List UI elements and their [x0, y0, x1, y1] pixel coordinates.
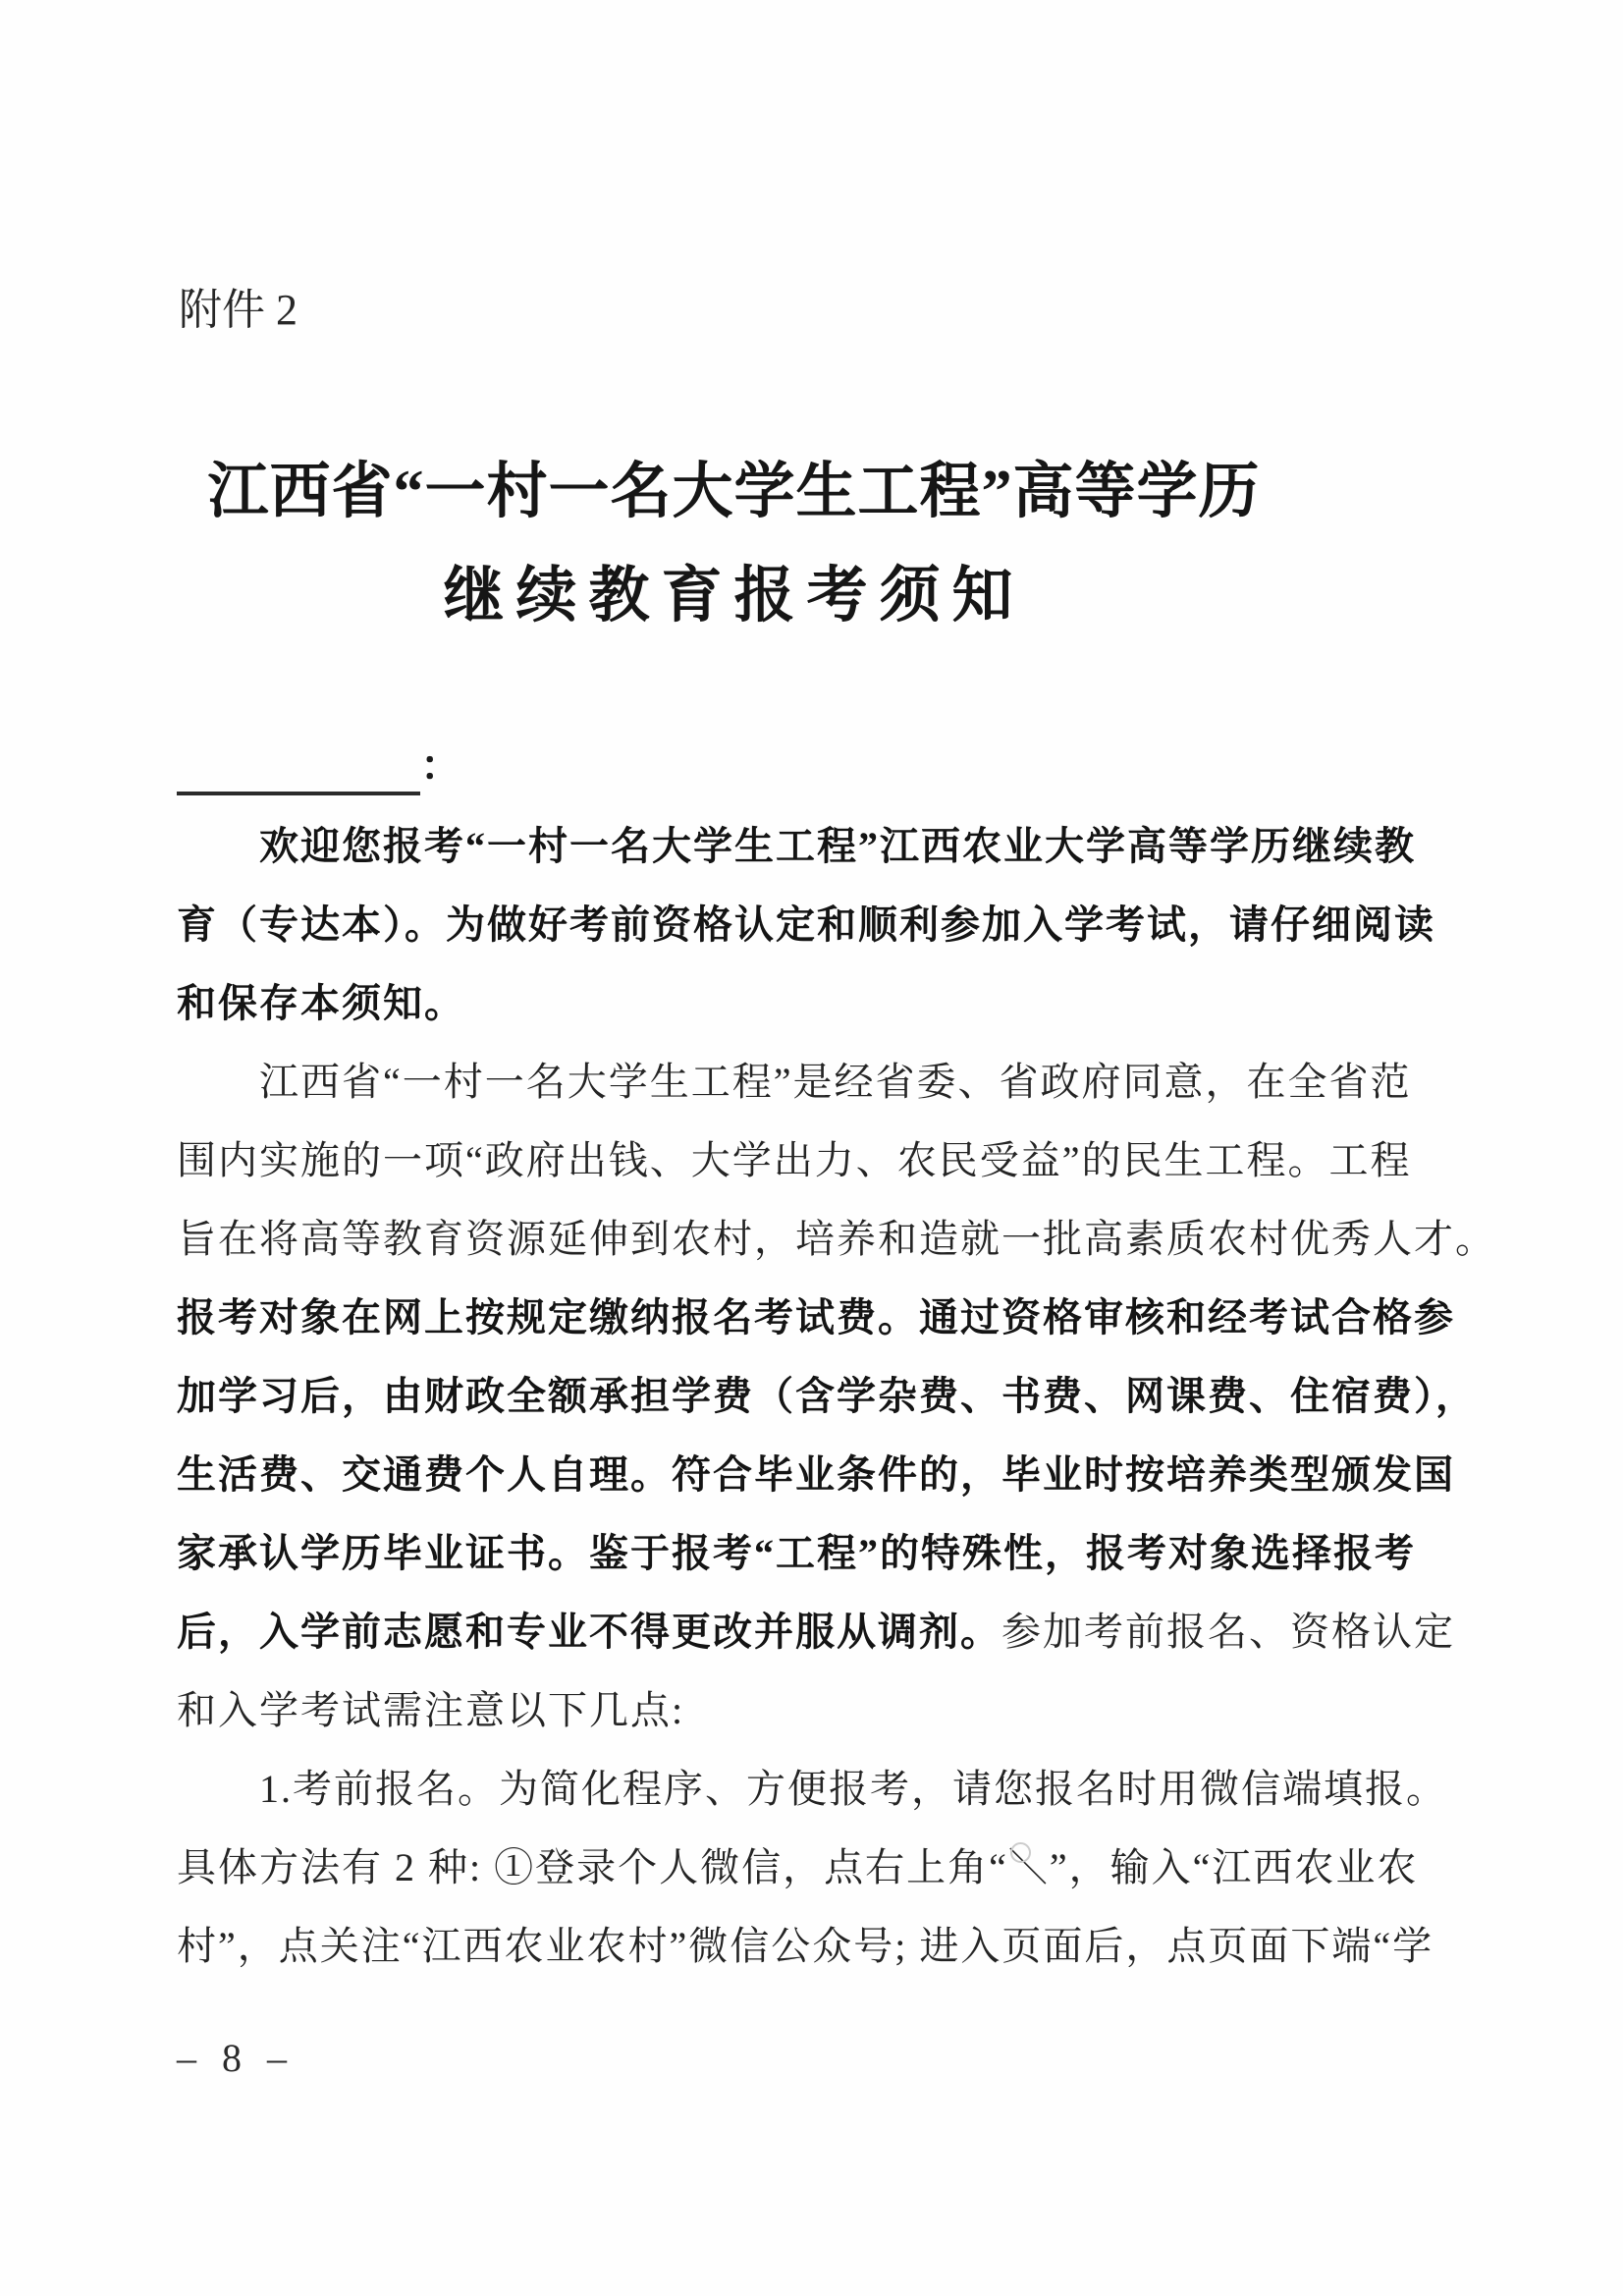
text-segment: 加学习后，由财政全额承担学费（含学杂费、书费、网课费、住宿费）， [177, 1374, 1477, 1418]
text-segment: 家承认学历毕业证书。鉴于报考“工程”的特殊性，报考对象选择报考 [177, 1531, 1416, 1575]
text-segment: 江西省“一村一名大学生工程”是经省委、省政府同意，在全省范 [259, 1060, 1412, 1104]
salutation-blank-underline [177, 748, 420, 795]
body-line [177, 1436, 1453, 1514]
body-line [177, 1357, 1477, 1436]
body-text [177, 807, 1496, 1986]
text-segment: ”，输入“江西农业农 [1049, 1845, 1419, 1889]
body-line [177, 1671, 1453, 1750]
text-segment: 参加考前报名、资格认定 [1001, 1610, 1455, 1654]
body-line [177, 1593, 1453, 1671]
text-segment: 村”，点关注“江西农业农村”微信公众号; 进入页面后，点页面下端“学 [177, 1924, 1434, 1968]
document-title-line1: 江西省“一村一名大学生工程”高等学历 [207, 459, 1261, 525]
body-line [177, 1043, 1453, 1121]
attachment-label: 附件 2 [179, 286, 298, 334]
text-segment: 和保存本须知。 [177, 981, 465, 1025]
text-segment: 报考对象在网上按规定缴纳报名考试费。通过资格审核和经考试合格参 [177, 1295, 1455, 1339]
document-title-line2: 继续教育报考须知 [443, 563, 1025, 629]
text-segment: 围内实施的一项“政府出钱、大学出力、农民受益”的民生工程。工程 [177, 1138, 1412, 1182]
text-segment: 后，入学前志愿和专业不得更改并服从调剂。 [177, 1610, 1001, 1654]
salutation-line [177, 738, 461, 790]
text-segment: 具体方法有 2 种: ①登录个人微信，点右上角“ [177, 1845, 1008, 1889]
document-title [98, 440, 1370, 648]
text-segment: 和入学考试需注意以下几点: [177, 1688, 685, 1732]
salutation-colon: ： [420, 744, 462, 790]
body-line [177, 1514, 1453, 1593]
body-line [177, 964, 1453, 1043]
body-line [177, 1907, 1453, 1986]
text-segment: 欢迎您报考“一村一名大学生工程”江西农业大学高等学历继续教 [259, 824, 1416, 868]
body-line [177, 1750, 1453, 1829]
body-line [177, 1121, 1453, 1200]
text-segment: 育（专达本）。为做好考前资格认定和顺利参加入学考试，请仔细阅读 [177, 902, 1435, 947]
body-line [177, 1200, 1496, 1279]
page-number: – 8 – [177, 2036, 295, 2080]
body-line [177, 1829, 1453, 1907]
body-line [177, 807, 1453, 886]
text-segment: 生活费、交通费个人自理。符合毕业条件的，毕业时按培养类型颁发国 [177, 1452, 1455, 1497]
body-line [177, 1279, 1453, 1357]
text-segment: 1.考前报名。为简化程序、方便报考，请您报名时用微信端填报。 [259, 1767, 1447, 1811]
text-segment: 旨在将高等教育资源延伸到农村，培养和造就一批高素质农村优秀人才。 [177, 1217, 1496, 1261]
wechat-search-icon: ＼ [1008, 1829, 1050, 1907]
body-line [177, 886, 1453, 964]
